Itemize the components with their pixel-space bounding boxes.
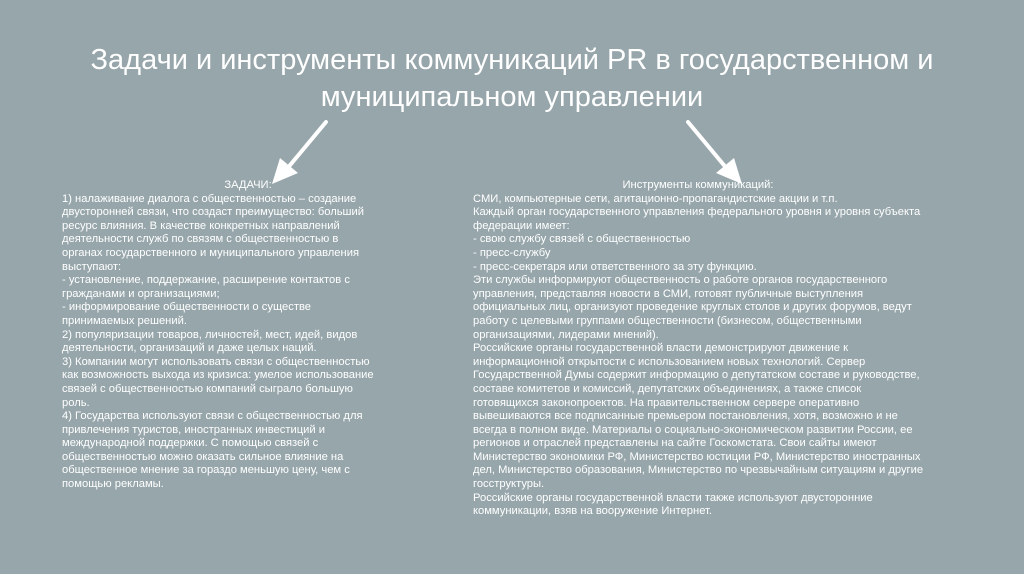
tools-text-line: работу с целевыми группами общественности (бизнесом, общественными <box>473 314 862 327</box>
tasks-text-line: роль. <box>62 396 90 409</box>
tools-text-line: официальных лиц, организуют проведение круглых столов и других форумов, ведут <box>473 301 912 314</box>
tools-text-line: Эти службы информируют общественность о работе органов государственного <box>473 274 888 287</box>
tools-text <box>473 193 973 519</box>
tools-text-line: - пресс-службу <box>473 246 551 259</box>
tools-text-line: Государственной Думы содержит информацию о депутатском составе и руководстве, <box>473 369 920 382</box>
tools-text-line: федерации имеет: <box>473 219 570 232</box>
tools-text-line: госструктуры. <box>473 478 545 491</box>
arrow-down-right-icon <box>680 118 746 188</box>
tools-text-line: Каждый орган государственного управления федерального уровня и уровня субъекта <box>473 206 921 219</box>
tools-text-line: Министерство экономики РФ, Министерство юстиции РФ, Министерство иностранных <box>473 450 921 463</box>
tools-text-line: коммуникации, взяв на вооружение Интернет. <box>473 505 713 518</box>
tasks-text-line: органах государственного и муниципального управления <box>62 246 360 259</box>
tasks-text-line: 3) Компании могут использовать связи с общественностью <box>62 355 370 368</box>
tools-text-line: дел, Министерство образования, Министерство по чрезвычайным ситуациям и другие <box>473 464 924 477</box>
title-line-1: Задачи и инструменты коммуникаций PR в государственном и <box>90 44 934 76</box>
tools-text-line: организациями, лидерами мнений). <box>473 328 659 341</box>
tools-text-line: Российские органы государственной власти демонстрируют движение к <box>473 342 848 355</box>
tasks-text-line: помощью рекламы. <box>62 478 164 491</box>
tasks-column <box>62 179 434 492</box>
title-line-2: муниципальном управлении <box>320 81 704 113</box>
tools-text-line: - пресс-секретаря или ответственного за эту функцию. <box>473 260 757 273</box>
arrow-down-left-icon <box>268 118 334 188</box>
tasks-text-line: связей с общественностью компаний сыграло большую <box>62 382 353 395</box>
tools-text-line: готовящихся законопроектов. На правительственном сервере оперативно <box>473 396 860 409</box>
tools-text-line: информационной открытости с использованием новых технологий. Сервер <box>473 355 866 368</box>
tasks-text-line: - информирование общественности о существе <box>62 301 312 314</box>
tasks-text-line: международной поддержки. С помощью связей с <box>62 437 319 450</box>
tasks-text-line: 2) популяризации товаров, личностей, мест, идей, видов <box>62 328 358 341</box>
tools-text-line: всегда в полном виде. Материалы о социально-экономическом развитии России, ее <box>473 423 913 436</box>
tasks-text-line: 1) налаживание диалога с общественностью – создание <box>62 192 357 205</box>
tasks-text-line: общественностью можно оказать сильное влияние на <box>62 450 344 463</box>
tasks-text-line: гражданами и организациями; <box>62 287 220 300</box>
tasks-heading: ЗАДАЧИ: <box>224 179 272 191</box>
tasks-text-line: ресурс влияния. В качестве конкретных направлений <box>62 219 340 232</box>
tasks-text-line: выступают: <box>62 260 122 273</box>
tasks-text-line: двусторонней связи, что создаст преимущество: больший <box>62 206 365 219</box>
tools-text-line: СМИ, компьютерные сети, агитационно-пропагандистские акции и т.п. <box>473 192 838 205</box>
tools-text-line: - свою службу связей с общественностью <box>473 233 691 246</box>
tools-text-line: регионов и отраслей представлены на сайте Госкомстата. Свои сайты имеют <box>473 437 877 450</box>
tasks-text-line: 4) Государства используют связи с общественностью для <box>62 410 363 423</box>
tools-text-line: управления, представляя новости в СМИ, готовят публичные выступления <box>473 287 864 300</box>
tools-text-line: вывешиваются все подписанные премьером постановления, хотя, возможно и не <box>473 410 898 423</box>
tasks-text-line: деятельности служб по связям с общественностью в <box>62 233 339 246</box>
tasks-text-line: привлечения туристов, иностранных инвестиций и <box>62 423 326 436</box>
tools-text-line: составе комитетов и комиссий, депутатских объединениях, а также список <box>473 382 862 395</box>
tasks-text-line: деятельности, организаций и даже целых наций. <box>62 342 317 355</box>
tasks-text-line: как возможность выхода из кризиса: умелое использование <box>62 369 374 382</box>
tasks-text-line: общественное мнение за гораздо меньшую цену, чем с <box>62 464 350 477</box>
tasks-text <box>62 193 434 492</box>
tools-heading: Инструменты коммуникаций: <box>622 179 774 191</box>
tasks-text-line: - установление, поддержание, расширение контактов с <box>62 274 350 287</box>
tools-column <box>473 179 973 519</box>
tasks-text-line: принимаемых решений. <box>62 314 187 327</box>
slide-title <box>40 42 984 116</box>
tools-text-line: Российские органы государственной власти также используют двусторонние <box>473 491 873 504</box>
